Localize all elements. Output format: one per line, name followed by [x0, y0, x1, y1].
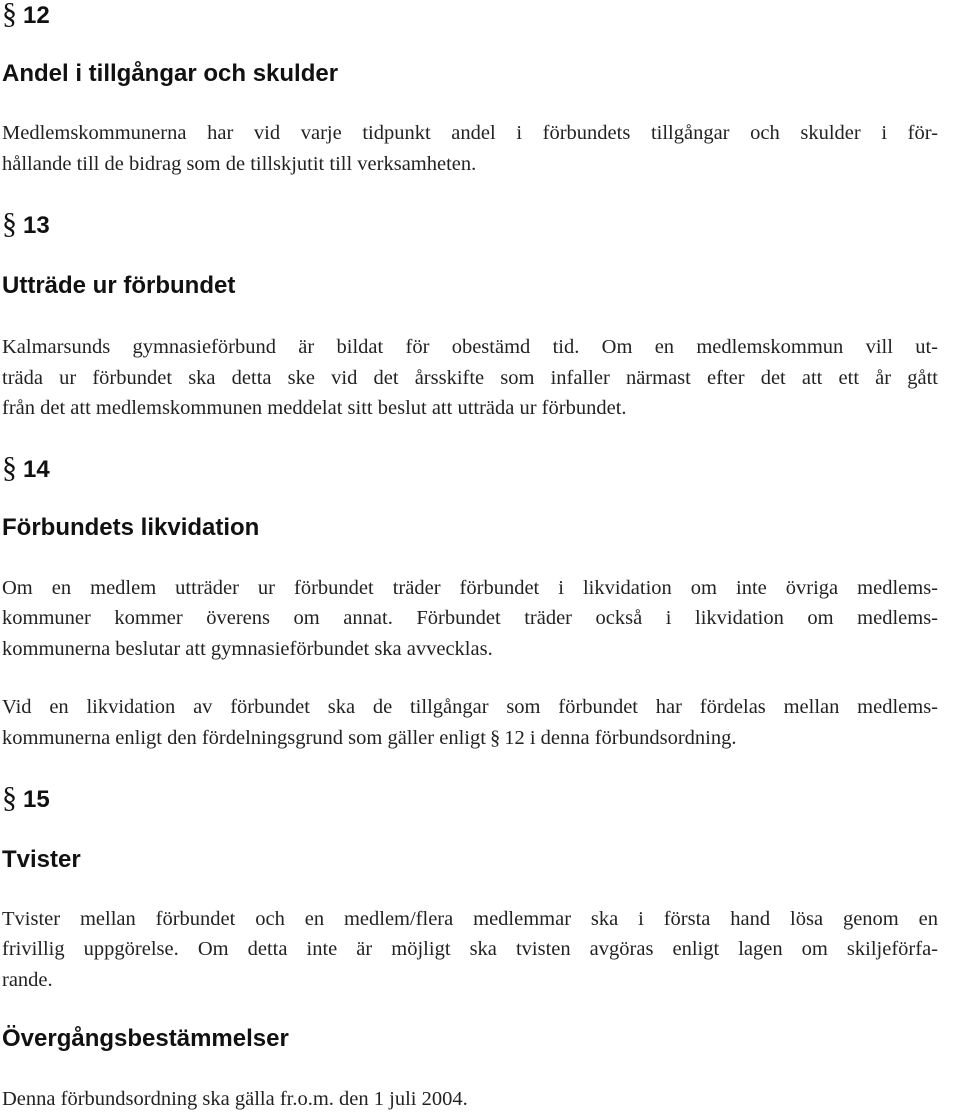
section-number: 12 — [23, 2, 50, 29]
section-15-text-line-2: frivillig uppgörelse. Om detta inte är möjligt ska tvisten avgöras enligt lagen om skiljeförfa- — [2, 938, 938, 960]
section-14-para1-line-2: kommuner kommer överens om annat. Förbundet träder också i likvidation om medlems- — [2, 607, 938, 629]
section-number: 14 — [23, 456, 50, 483]
section-12-title: Andel i tillgångar och skulder — [2, 60, 339, 87]
section-15-number — [2, 781, 50, 814]
section-symbol: § — [489, 727, 501, 749]
section-symbol: § — [2, 207, 17, 240]
section-14-para2-line-2 — [2, 725, 736, 751]
section-15-text-line-1: Tvister mellan förbundet och en medlem/flera medlemmar ska i första hand lösa genom en — [2, 908, 938, 930]
section-14-title: Förbundets likvidation — [2, 514, 260, 541]
section-13-title: Utträde ur förbundet — [2, 272, 236, 299]
section-14-para1-line-1: Om en medlem utträder ur förbundet träder förbundet i likvidation om inte övriga medlems- — [2, 577, 938, 599]
section-number: 13 — [23, 212, 50, 239]
section-number: 15 — [23, 786, 50, 813]
section-12-text-line-1: Medlemskommunerna har vid varje tidpunkt andel i förbundets tillgångar och skulder i för- — [2, 122, 938, 144]
section-14-number — [2, 451, 50, 484]
section-symbol: § — [2, 0, 17, 30]
section-symbol: § — [2, 451, 17, 484]
transitional-title: Övergångsbestämmelser — [2, 1025, 289, 1052]
section-12-number — [2, 0, 50, 30]
section-13-text-line-2: träda ur förbundet ska detta ske vid det årsskifte som infaller närmast efter det att ett år gått — [2, 367, 938, 389]
section-12-text-line-2: hållande till de bidrag som de tillskjutit till verksamheten. — [2, 153, 477, 175]
section-symbol: § — [2, 781, 17, 814]
section-15-text-line-3: rande. — [2, 969, 53, 991]
section-13-text-line-1: Kalmarsunds gymnasieförbund är bildat för obestämd tid. Om en medlemskommun vill ut- — [2, 336, 938, 358]
section-13-number — [2, 207, 50, 240]
transitional-text: Denna förbundsordning ska gälla fr.o.m. den 1 juli 2004. — [2, 1088, 468, 1110]
section-13-text-line-3: från det att medlemskommunen meddelat sitt beslut att utträda ur förbundet. — [2, 397, 627, 419]
section-14-para1-line-3: kommunerna beslutar att gymnasieförbundet ska avvecklas. — [2, 638, 493, 660]
para2-line2-before: kommunerna enligt den fördelningsgrund som gäller enligt — [2, 727, 486, 749]
section-14-para2-line-1: Vid en likvidation av förbundet ska de tillgångar som förbundet har fördelas mellan medlems- — [2, 696, 938, 718]
section-15-title: Tvister — [2, 846, 81, 873]
para2-line2-after: 12 i denna förbundsordning. — [504, 727, 737, 749]
